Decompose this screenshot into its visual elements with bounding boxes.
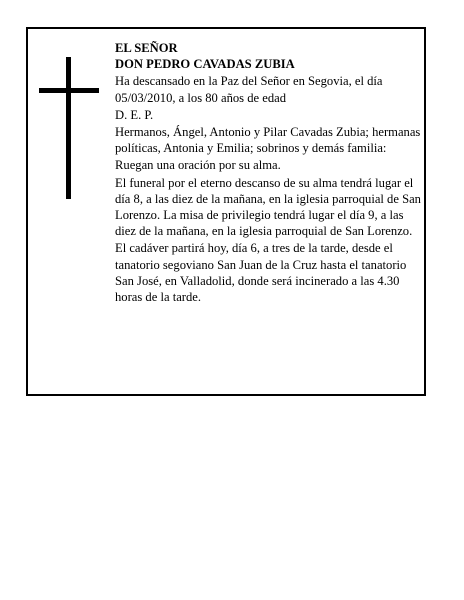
cortege-details: El cadáver partirá hoy, día 6, a tres de la tarde, desde el tanatorio segoviano San Juan de la Cruz hasta el tanatorio San José, en Valladolid, donde será incinerado a las 4.30 horas de la tarde. <box>115 241 407 305</box>
family-list: Hermanos, Ángel, Antonio y Pilar Cavadas Zubia; hermanas políticas, Antonia y Emilia; sobrinos y demás familia: <box>115 125 421 156</box>
notice-body <box>115 40 425 305</box>
deceased-title: EL SEÑOR <box>115 41 178 55</box>
obituary-notice <box>26 27 426 396</box>
cross-vertical-bar <box>66 57 71 199</box>
deceased-name: DON PEDRO CAVADAS ZUBIA <box>115 57 295 72</box>
funeral-details: El funeral por el eterno descanso de su alma tendrá lugar el día 8, a las diez de la mañana, en la iglesia parroquial de San Lorenzo. La misa de privilegio tendrá lugar el día 9, a las diez de la mañana, en la iglesia parroquial de San Lorenzo. <box>115 175 421 239</box>
cross-horizontal-bar <box>39 88 99 93</box>
cross-icon <box>39 57 101 199</box>
prayer-request: Ruegan una oración por su alma. <box>115 158 281 173</box>
rip-line: D. E. P. <box>115 107 154 122</box>
death-statement: Ha descansado en la Paz del Señor en Segovia, el día 05/03/2010, a los 80 años de edad <box>115 74 383 105</box>
